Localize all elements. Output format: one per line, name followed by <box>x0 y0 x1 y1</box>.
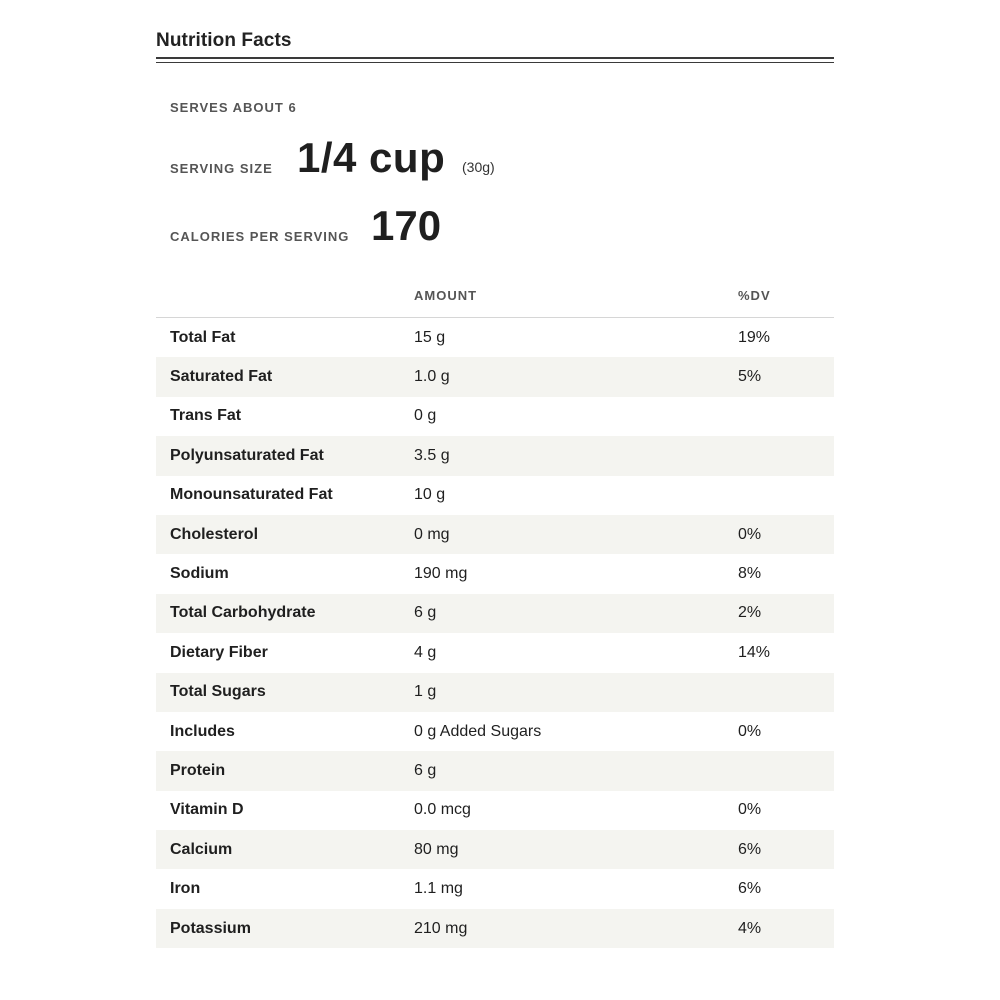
table-row <box>156 791 834 830</box>
table-row <box>156 357 834 396</box>
nutrient-name: Iron <box>170 880 201 898</box>
nutrient-daily-value: 4% <box>738 919 762 937</box>
nutrient-amount: 4 g <box>414 643 437 661</box>
nutrient-name: Polyunsaturated Fat <box>170 446 324 464</box>
nutrient-daily-value: 19% <box>738 328 771 346</box>
table-body <box>156 318 834 948</box>
nutrient-daily-value: 6% <box>738 840 762 858</box>
nutrient-amount: 1.0 g <box>414 368 450 386</box>
nutrient-amount: 80 mg <box>414 840 459 858</box>
calories-value: 170 <box>371 202 442 249</box>
nutrient-name: Saturated Fat <box>170 368 273 386</box>
nutrient-name: Total Fat <box>170 328 236 346</box>
nutrient-amount: 3.5 g <box>414 446 450 464</box>
nutrient-name: Monounsaturated Fat <box>170 486 333 504</box>
nutrient-name: Trans Fat <box>170 407 242 425</box>
table-row <box>156 397 834 436</box>
nutrient-daily-value: 8% <box>738 565 762 583</box>
nutrient-amount: 190 mg <box>414 565 468 583</box>
nutrient-amount: 210 mg <box>414 919 468 937</box>
nutrient-amount: 1 g <box>414 683 437 701</box>
table-row <box>156 594 834 633</box>
nutrient-daily-value: 0% <box>738 801 762 819</box>
calories-label: CALORIES PER SERVING <box>170 229 350 244</box>
table-header <box>156 279 834 318</box>
nutrient-table <box>156 279 834 948</box>
table-row <box>156 515 834 554</box>
table-row <box>156 476 834 515</box>
title-divider-thin <box>156 62 834 63</box>
nutrient-name: Cholesterol <box>170 525 259 543</box>
nutrient-amount: 1.1 mg <box>414 880 463 898</box>
nutrient-name: Total Carbohydrate <box>170 604 316 622</box>
table-row <box>156 712 834 751</box>
nutrient-daily-value: 6% <box>738 880 762 898</box>
serving-size-label: SERVING SIZE <box>170 161 273 176</box>
nutrient-amount: 0 mg <box>414 525 450 543</box>
table-row <box>156 909 834 948</box>
nutrient-daily-value: 2% <box>738 604 762 622</box>
nutrient-amount: 6 g <box>414 761 437 779</box>
table-row <box>156 318 834 357</box>
nutrient-amount: 10 g <box>414 486 446 504</box>
nutrient-name: Dietary Fiber <box>170 643 268 661</box>
nutrient-name: Potassium <box>170 919 251 937</box>
nutrient-amount: 6 g <box>414 604 437 622</box>
nutrient-daily-value: 0% <box>738 525 762 543</box>
nutrient-daily-value: 5% <box>738 368 762 386</box>
nutrient-amount: 15 g <box>414 328 446 346</box>
nutrient-name: Sodium <box>170 565 229 583</box>
column-header-dv: %DV <box>738 288 771 303</box>
serving-size-value: 1/4 cup <box>297 134 446 181</box>
nutrient-name: Calcium <box>170 840 233 858</box>
nutrient-daily-value: 0% <box>738 722 762 740</box>
nutrient-daily-value: 14% <box>738 643 771 661</box>
nutrient-amount: 0 g <box>414 407 437 425</box>
table-row <box>156 633 834 672</box>
title-divider <box>156 57 834 59</box>
table-row <box>156 830 834 869</box>
column-header-amount: AMOUNT <box>414 288 478 303</box>
nutrient-name: Includes <box>170 722 235 740</box>
table-row <box>156 673 834 712</box>
nutrient-name: Protein <box>170 761 226 779</box>
serves-text: SERVES ABOUT 6 <box>170 100 297 115</box>
nutrient-name: Vitamin D <box>170 801 244 819</box>
nutrient-amount: 0.0 mcg <box>414 801 471 819</box>
nutrient-amount: 0 g Added Sugars <box>414 722 542 740</box>
nutrient-name: Total Sugars <box>170 683 266 701</box>
table-row <box>156 869 834 908</box>
table-row <box>156 554 834 593</box>
serving-size-weight: (30g) <box>462 159 495 175</box>
table-row <box>156 751 834 790</box>
table-row <box>156 436 834 475</box>
page-title: Nutrition Facts <box>156 30 292 51</box>
